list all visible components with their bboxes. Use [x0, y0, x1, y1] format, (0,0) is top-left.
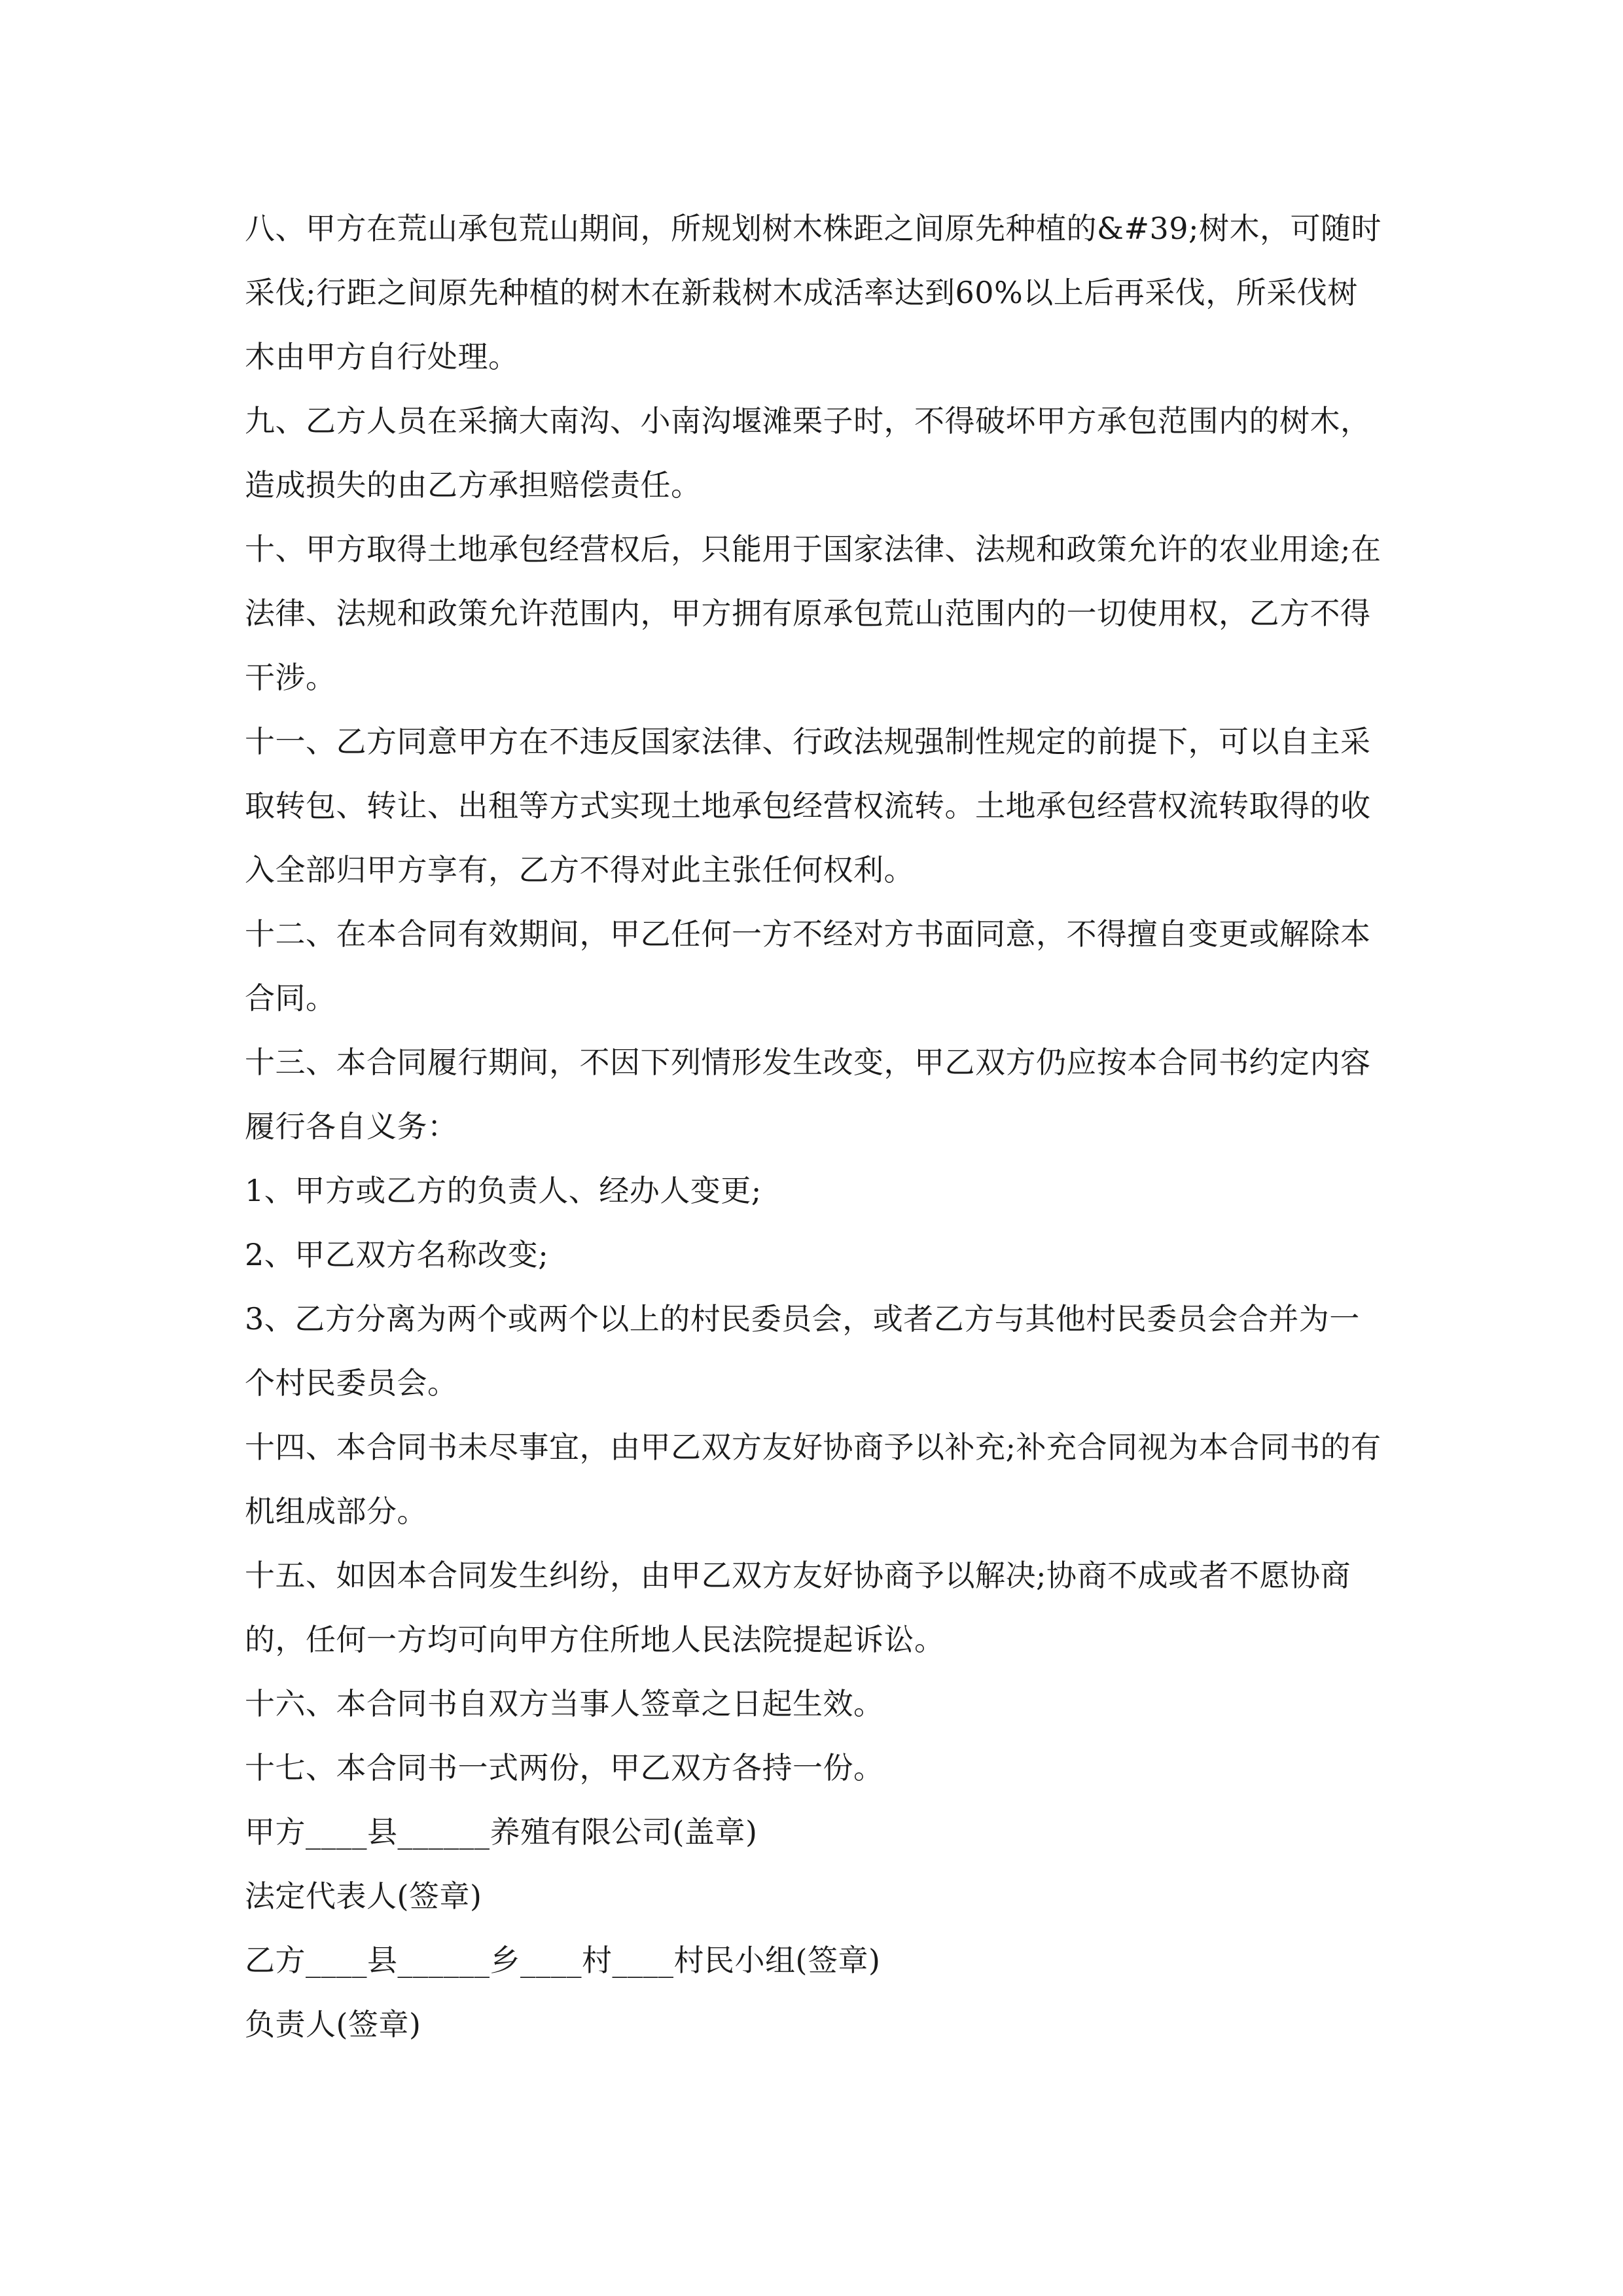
- clause-9: 九、乙方人员在采摘大南沟、小南沟堰滩栗子时，不得破坏甲方承包范围内的树木，造成损失的由乙方承担赔偿责任。: [245, 403, 1371, 503]
- clause-13-item-1: 1、甲方或乙方的负责人、经办人变更;: [245, 1173, 762, 1208]
- responsible-person-line: 负责人(签章): [245, 2007, 421, 2042]
- clause-16: 十六、本合同书自双方当事人签章之日起生效。: [245, 1686, 884, 1721]
- clause-14: 十四、本合同书未尽事宜，由甲乙双方友好协商予以补充;补充合同视为本合同书的有机组成部分。: [245, 1429, 1382, 1529]
- clause-17: 十七、本合同书一式两份，甲乙双方各持一份。: [245, 1750, 884, 1785]
- party-a-signature-line: 甲方____县______养殖有限公司(盖章): [245, 1814, 758, 1850]
- clause-10: 十、甲方取得土地承包经营权后，只能用于国家法律、法规和政策允许的农业用途;在法律、法规和政策允许范围内，甲方拥有原承包荒山范围内的一切使用权，乙方不得干涉。: [245, 531, 1382, 695]
- clause-13-item-3: 3、乙方分离为两个或两个以上的村民委员会，或者乙方与其他村民委员会合并为一个村民委员会。: [245, 1301, 1360, 1401]
- clause-8: 八、甲方在荒山承包荒山期间，所规划树木株距之间原先种植的&#39;树木，可随时采伐;行距之间原先种植的树木在新栽树木成活率达到60%以上后再采伐，所采伐树木由甲方自行处理。: [245, 211, 1382, 374]
- legal-representative-line: 法定代表人(签章): [245, 1878, 482, 1914]
- clause-12: 十二、在本合同有效期间，甲乙任何一方不经对方书面同意，不得擅自变更或解除本合同。: [245, 916, 1371, 1016]
- clause-15: 十五、如因本合同发生纠纷，由甲乙双方友好协商予以解决;协商不成或者不愿协商的，任何一方均可向甲方住所地人民法院提起诉讼。: [245, 1558, 1351, 1657]
- clause-11: 十一、乙方同意甲方在不违反国家法律、行政法规强制性规定的前提下，可以自主采取转包、转让、出租等方式实现土地承包经营权流转。土地承包经营权流转取得的收入全部归甲方享有，乙方不得对此主张任何权利。: [245, 724, 1371, 888]
- clause-13: 十三、本合同履行期间，不因下列情形发生改变，甲乙双方仍应按本合同书约定内容履行各自义务：: [245, 1045, 1371, 1144]
- clause-13-item-2: 2、甲乙双方名称改变;: [245, 1237, 549, 1272]
- party-b-signature-line: 乙方____县______乡____村____村民小组(签章): [245, 1943, 881, 1978]
- document-body: [245, 196, 1383, 2056]
